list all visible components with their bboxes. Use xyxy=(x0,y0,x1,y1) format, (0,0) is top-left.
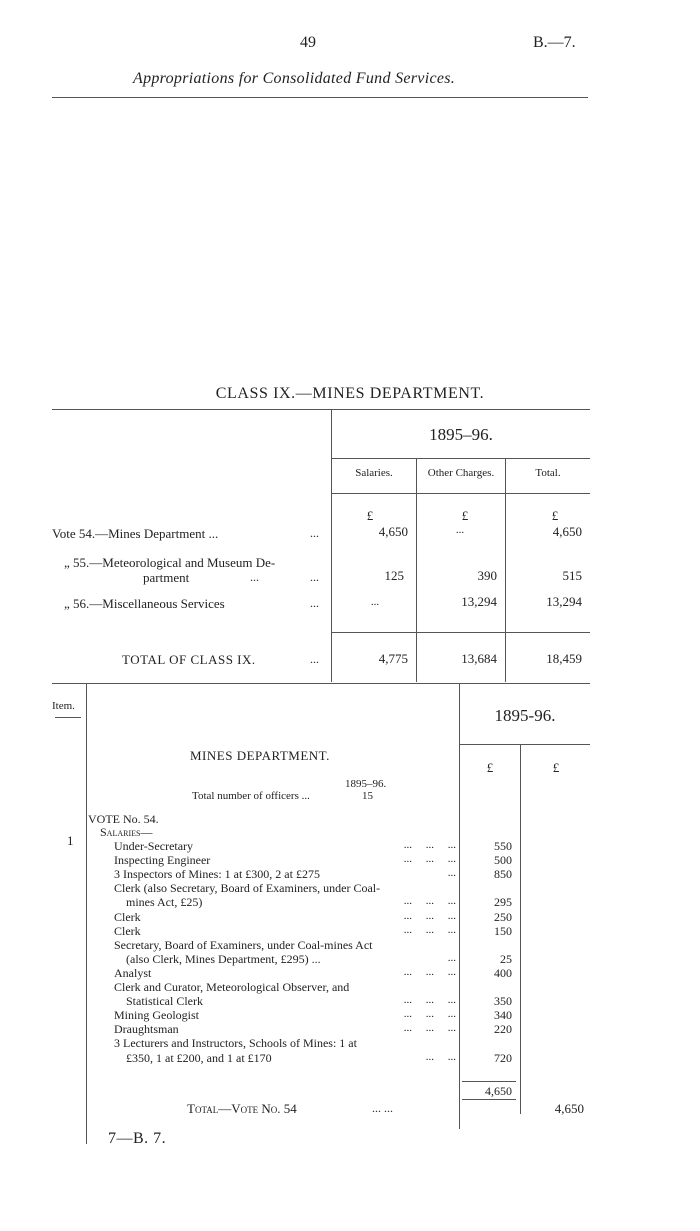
vote-55-other: 390 xyxy=(477,568,497,583)
salary-line-text: Secretary, Board of Examiners, under Coal-mines Act xyxy=(114,938,373,952)
salary-line-amount: 220 xyxy=(494,1022,512,1036)
footer-signature: 7—B. 7. xyxy=(108,1130,167,1147)
class-total-salaries: 4,775 xyxy=(378,651,408,666)
subtotal-under-rule xyxy=(462,1099,516,1100)
vote-55-label-cont: partment xyxy=(143,570,190,585)
col-header-salaries: Salaries. xyxy=(355,467,393,479)
salary-line-text: Clerk (also Secretary, Board of Examiners, under Coal- xyxy=(114,881,381,895)
salary-line-dots: ... ... ... xyxy=(403,839,456,851)
officers-year: 1895–96. xyxy=(345,778,387,790)
officers-count: 15 xyxy=(362,790,373,802)
year-header-rule xyxy=(332,458,590,459)
salary-line-amount: 295 xyxy=(494,895,512,909)
vote-56-salaries: ... xyxy=(370,596,380,608)
salary-line-dots: ... ... ... xyxy=(403,895,456,907)
vote-55-dots-mid: ... xyxy=(250,570,259,584)
vote-54-other: ... xyxy=(455,524,465,536)
salary-line-text: £350, 1 at £200, and 1 at £170 xyxy=(126,1051,272,1065)
running-title: Appropriations for Consolidated Fund Services. xyxy=(133,70,456,87)
salary-line-text: Draughtsman xyxy=(114,1022,179,1036)
salary-line-text: mines Act, £25) xyxy=(126,895,203,909)
detail-year-rule xyxy=(460,744,590,745)
officers-label: Total number of officers ... xyxy=(192,790,310,802)
salary-line-text: Clerk and Curator, Meteorological Observer, and xyxy=(114,980,350,994)
col-header-rule xyxy=(332,493,590,494)
salary-line-amount: 500 xyxy=(494,853,512,867)
salary-line-amount: 350 xyxy=(494,994,512,1008)
page-reference: B.—7. xyxy=(533,34,576,51)
salary-line-text: Under-Secretary xyxy=(114,839,194,853)
item-col-divider xyxy=(86,684,87,1144)
vote-54-total: 4,650 xyxy=(552,524,582,539)
col-header-total: Total. xyxy=(535,467,561,479)
class-total-other: 13,684 xyxy=(461,651,497,666)
salary-line-dots: ... ... ... xyxy=(403,1008,456,1020)
vote-total-dots: ... ... xyxy=(372,1101,393,1115)
class-total-label: TOTAL OF CLASS IX. xyxy=(122,652,256,667)
salary-line-dots: ... ... xyxy=(425,1051,456,1063)
col-header-other-charges: Other Charges. xyxy=(427,467,495,479)
vote-heading: VOTE No. 54. xyxy=(88,812,159,826)
salary-line-dots: ... ... ... xyxy=(403,966,456,978)
vote-55-dots: ... xyxy=(310,570,319,584)
vote-56-other: 13,294 xyxy=(461,594,497,609)
dept-title: MINES DEPARTMENT. xyxy=(190,748,330,763)
salary-line-dots: ... ... ... xyxy=(403,910,456,922)
salary-line-amount: 850 xyxy=(494,867,512,881)
class-title: CLASS IX.—MINES DEPARTMENT. xyxy=(215,385,485,402)
salary-line-dots: ... ... ... xyxy=(403,924,456,936)
detail-year-header: 1895-96. xyxy=(494,706,556,725)
vote-56-name: —Miscellaneous Services xyxy=(89,596,225,611)
salary-line-dots: ... ... ... xyxy=(403,1022,456,1034)
vote-54-prefix: Vote 54. xyxy=(52,526,96,541)
vote-56-prefix: „ 56. xyxy=(64,596,90,611)
vote-total-amount: 4,650 xyxy=(554,1101,584,1116)
currency-total: £ xyxy=(551,508,559,523)
vote-54-salaries: 4,650 xyxy=(378,524,408,539)
class-total-total: 18,459 xyxy=(546,651,582,666)
salaries-heading: Salaries— xyxy=(100,825,153,839)
vote-54-dots: ... xyxy=(310,526,319,540)
salary-line-amount: 150 xyxy=(494,924,512,938)
subtotal-rule xyxy=(462,1081,516,1082)
vote-56-total: 13,294 xyxy=(546,594,582,609)
detail-currency-1: £ xyxy=(486,760,494,775)
salary-line-text: Inspecting Engineer xyxy=(114,853,211,867)
salary-line-text: Analyst xyxy=(114,966,152,980)
salary-line-text: (also Clerk, Mines Department, £295) ... xyxy=(126,952,321,966)
header-rule xyxy=(52,97,588,98)
class-total-rule xyxy=(332,632,590,633)
page-number: 49 xyxy=(300,34,316,51)
vote-56-label xyxy=(64,596,225,612)
salary-line-text: Mining Geologist xyxy=(114,1008,200,1022)
salary-line-amount: 340 xyxy=(494,1008,512,1022)
class-table-top-rule xyxy=(52,409,590,410)
salary-line-dots: ... xyxy=(447,952,456,964)
vote-54-label xyxy=(52,526,218,542)
vote-55-total: 515 xyxy=(562,568,582,583)
salary-line-text: Statistical Clerk xyxy=(126,994,203,1008)
class-total-dots: ... xyxy=(310,652,319,666)
detail-currency-2: £ xyxy=(552,760,560,775)
vote-54-name: —Mines Department ... xyxy=(95,526,219,541)
salary-line-text: Clerk xyxy=(114,924,141,938)
salary-line-dots: ... xyxy=(447,867,456,879)
vote-55-label xyxy=(64,555,275,571)
class-table-divider xyxy=(331,410,332,682)
vote-56-dots: ... xyxy=(310,596,319,610)
salary-line-amount: 250 xyxy=(494,910,512,924)
item-number: 1 xyxy=(67,833,74,848)
salary-line-amount: 25 xyxy=(500,952,512,966)
class-year-header: 1895–96. xyxy=(429,425,493,444)
salary-line-amount: 720 xyxy=(494,1051,512,1065)
vote-55-prefix: „ 55. xyxy=(64,555,90,570)
class-table-bottom-rule xyxy=(52,683,590,684)
item-header: Item. xyxy=(52,700,75,712)
salary-line-text: Clerk xyxy=(114,910,141,924)
salary-line-amount: 400 xyxy=(494,966,512,980)
vote-total-label: Total—Vote No. 54 xyxy=(187,1101,297,1116)
salary-line-amount: 550 xyxy=(494,839,512,853)
vote-55-salaries: 125 xyxy=(384,568,404,583)
salary-line-dots: ... ... ... xyxy=(403,853,456,865)
detail-subtotal: 4,650 xyxy=(485,1084,512,1098)
salary-line-text: 3 Lecturers and Instructors, Schools of Mines: 1 at xyxy=(114,1036,357,1050)
salary-line-dots: ... ... ... xyxy=(403,994,456,1006)
currency-salaries: £ xyxy=(366,508,374,523)
vote-55-name: —Meteorological and Museum De- xyxy=(89,555,276,570)
item-header-rule xyxy=(55,717,81,718)
salary-line-text: 3 Inspectors of Mines: 1 at £300, 2 at £275 xyxy=(114,867,320,881)
detail-inner-divider xyxy=(520,744,521,1114)
currency-other: £ xyxy=(461,508,469,523)
